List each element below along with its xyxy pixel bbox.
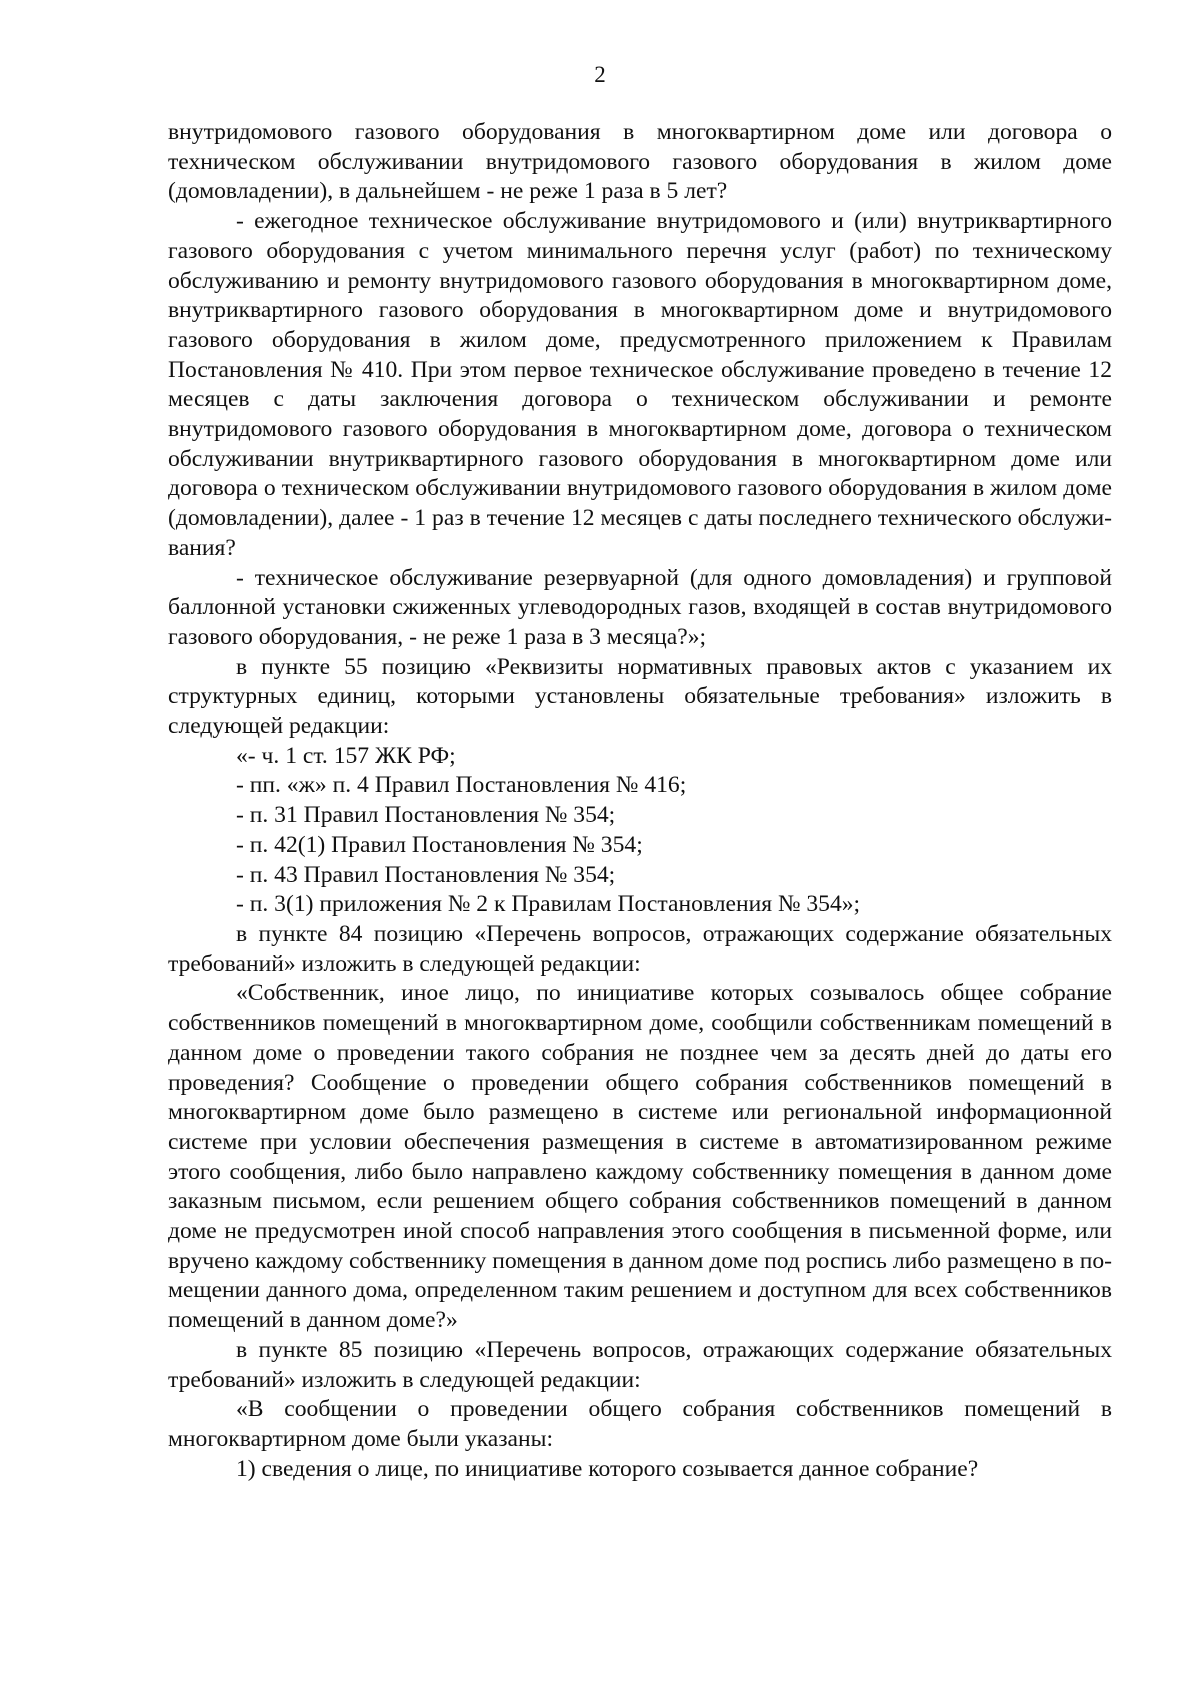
paragraph-item-55: в пункте 55 позицию «Реквизиты нормативных правовых актов с указанием их структурных единиц, которыми установлены обязательные требования» изложить в следующей редакции: <box>168 653 1112 740</box>
page-number: 2 <box>594 62 606 87</box>
paragraph-annual-maintenance: - ежегодное техническое обслуживание внутридомового и (или) внутриквартирного газового оборудования с учетом минимального перечня услуг (работ) по техническому обслуживанию и ремонту внутридомового газового оборудования в многоквартирном доме, внутриквартирного газового оборудования в многоквартирном доме и внутридомового газового оборудования в жилом доме, предусмотренного приложением к Правилам Постановления № 410. При этом первое техническое обслуживание проведено в течение 12 месяцев с даты заключения договора о техническом обслуживании и ремонте внутридомового газового оборудования в многоквартирном доме, договора о техническом обслуживании внутриквартирного газового оборудования в многоквартирном доме или договора о техническом обслуживании внутридомового газового оборудования в жилом доме (домовладении), далее - 1 раз в течение 12 месяцев с даты последнего технического обслуживания? <box>168 208 1112 561</box>
paragraph-owner-notification: «Собственник, иное лицо, по инициативе которых созывалось общее собрание собственников помещений в многоквартирном доме, сообщили собственникам помещений в данном доме о проведении такого собрания не позднее чем за десять дней до даты его проведения? Сообщение о проведении общего собрания собственников помещений в многоквартирном доме было размещено в системе или региональной информационной системе при условии обеспечения размещения в системе в автоматизированном режиме этого сообщения, либо было направлено каждому собственнику помещения в данном доме заказным письмом, если решением общего собрания собственников помещений в данном доме не предусмотрен иной способ направления этого сообщения в письменной форме, или вручено каждому собственнику помещения в данном доме под роспись либо размещено в помещении данного дома, определенном таким решением и доступном для всех собственников помещений в данном доме?» <box>168 980 1112 1334</box>
list-item-law-2: - пп. «ж» п. 4 Правил Постановления № 416; <box>236 772 687 799</box>
paragraph-initiator-info: 1) сведения о лице, по инициативе которого созывается данное собрание? <box>236 1455 979 1482</box>
list-item-law-5: - п. 43 Правил Постановления № 354; <box>236 861 616 888</box>
paragraph-meeting-notice: «В сообщении о проведении общего собрания собственников помещений в многоквартирном доме были указаны: <box>168 1396 1112 1452</box>
paragraph-item-84: в пункте 84 позицию «Перечень вопросов, отражающих содержание обязательных требований» изложить в следующей редакции: <box>168 920 1112 977</box>
list-item-law-3: - п. 31 Правил Постановления № 354; <box>236 802 616 829</box>
list-item-law-1: «- ч. 1 ст. 157 ЖК РФ; <box>236 742 456 769</box>
paragraph-continuation: внутридомового газового оборудования в многоквартирном доме или договора о техническом обслуживании внутридомового газового оборудования в жилом доме (домовладении), в дальнейшем - не реже 1 раза в 5 лет? <box>168 119 1112 205</box>
list-item-law-4: - п. 42(1) Правил Постановления № 354; <box>236 831 643 858</box>
paragraph-item-85: в пункте 85 позицию «Перечень вопросов, отражающих содержание обязательных требований» изложить в следующей редакции: <box>168 1336 1112 1393</box>
paragraph-reservoir-maintenance: - техническое обслуживание резервуарной (для одного домовладения) и групповой баллонной установки сжиженных углеводородных газов, входящей в состав внутридомового газового оборудования, - не реже 1 раза в 3 месяца?»; <box>168 564 1112 650</box>
document-body <box>168 118 1112 1484</box>
list-item-law-6: - п. 3(1) приложения № 2 к Правилам Постановления № 354»; <box>236 891 861 918</box>
